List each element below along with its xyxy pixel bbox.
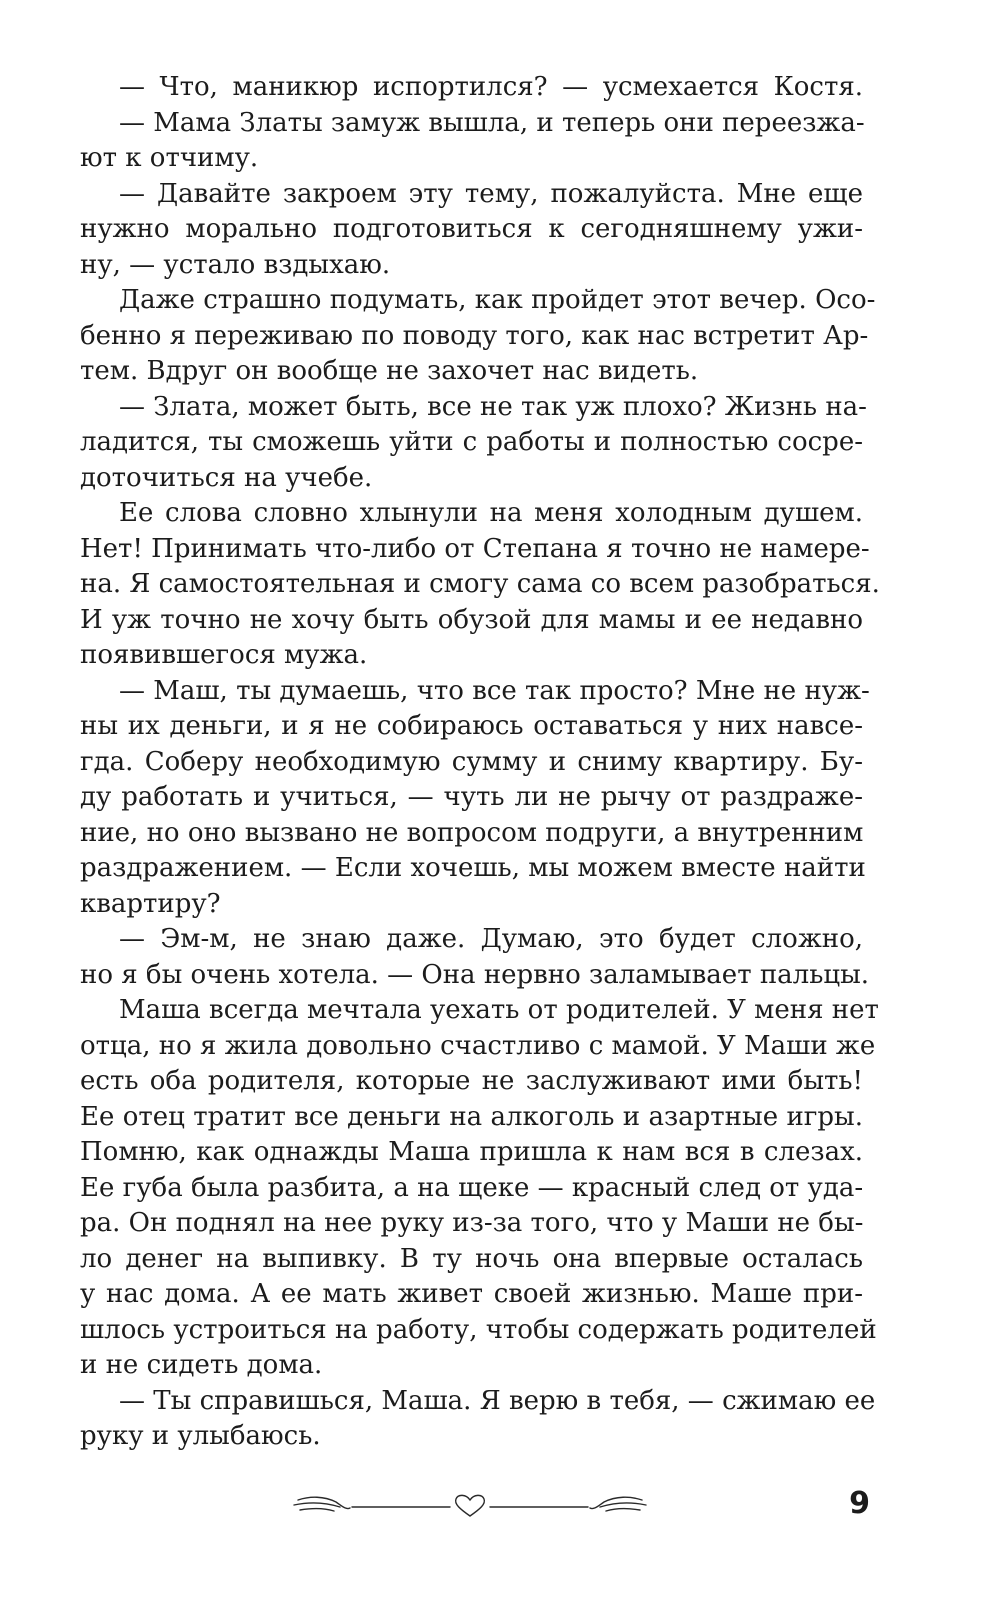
- text-line: отца, но я жила довольно счастливо с мамой. У Маши же: [80, 1030, 876, 1061]
- text-line: Ее губа была разбита, а на щеке — красный след от уда-: [80, 1172, 864, 1203]
- text-line: нужно морально подготовиться к сегодняшнему ужи-: [80, 214, 863, 244]
- text-line: ны их деньги, и я не собираюсь оставаться у них навсе-: [80, 711, 863, 741]
- text-line: — Ты справишься, Маша. Я верю в тебя, — сжимаю ее: [119, 1385, 876, 1416]
- text-line: ну, — устало вздыхаю.: [80, 249, 391, 280]
- text-line: раздражением. — Если хочешь, мы можем вместе найти: [80, 853, 866, 883]
- text-line: ра. Он поднял на нее руку из-за того, что у Маши не бы-: [80, 1208, 864, 1238]
- page-number: 9: [849, 1486, 870, 1521]
- text-line: Ее слова словно хлынули на меня холодным душем.: [119, 498, 863, 528]
- body-text: [80, 70, 880, 1455]
- heart-icon: [456, 1495, 485, 1516]
- text-line: шлось устроиться на работу, чтобы содержать родителей: [80, 1314, 877, 1345]
- text-line: И уж точно не хочу быть обузой для мамы и ее недавно: [80, 604, 863, 635]
- text-line: есть оба родителя, которые не заслуживают ими быть!: [80, 1066, 863, 1096]
- text-line: но я бы очень хотела. — Она нервно заламывает пальцы.: [80, 959, 870, 990]
- text-line: Маша всегда мечтала уехать от родителей. У меня нет: [119, 995, 879, 1025]
- text-line: у нас дома. А ее мать живет своей жизнью. Маше при-: [80, 1279, 863, 1309]
- text-line: бенно я переживаю по поводу того, как нас встретит Ар-: [80, 320, 869, 351]
- text-line: ду работать и учиться, — чуть ли не рычу от раздраже-: [80, 782, 863, 812]
- footer-ornament: [290, 1490, 650, 1520]
- text-line: гда. Соберу необходимую сумму и сниму квартиру. Бу-: [80, 746, 863, 777]
- text-line: появившегося мужа.: [80, 640, 368, 670]
- text-line: и не сидеть дома.: [80, 1350, 323, 1380]
- text-line: квартиру?: [80, 888, 221, 919]
- text-line: — Злата, может быть, все не так уж плохо? Жизнь на-: [119, 391, 867, 422]
- text-line: Ее отец тратит все деньги на алкоголь и азартные игры.: [80, 1101, 863, 1132]
- text-line: ют к отчиму.: [80, 143, 259, 173]
- text-line: ладится, ты сможешь уйти с работы и полностью сосре-: [80, 427, 863, 457]
- text-line: — Мама Златы замуж вышла, и теперь они переезжа-: [119, 107, 865, 138]
- text-line: ло денег на выпивку. В ту ночь она впервые осталась: [80, 1243, 863, 1274]
- text-line: тем. Вдруг он вообще не захочет нас видеть.: [80, 356, 699, 386]
- text-line: Нет! Принимать что-либо от Степана я точно не намере-: [80, 533, 870, 564]
- text-line: — Давайте закроем эту тему, пожалуйста. Мне еще: [119, 178, 863, 209]
- text-line: Даже страшно подумать, как пройдет этот вечер. Осо-: [119, 285, 876, 315]
- left-wing-icon: [294, 1497, 350, 1511]
- text-line: — Маш, ты думаешь, что все так просто? Мне не нуж-: [119, 675, 870, 706]
- text-line: — Что, маникюр испортился? — усмехается Костя.: [119, 72, 863, 102]
- text-line: руку и улыбаюсь.: [80, 1421, 321, 1451]
- text-line: Помню, как однажды Маша пришла к нам вся в слезах.: [80, 1137, 863, 1167]
- text-line: доточиться на учебе.: [80, 462, 373, 493]
- text-line: на. Я самостоятельная и смогу сама со всем разобраться.: [80, 569, 880, 599]
- text-line: ние, но оно вызвано не вопросом подруги, а внутренним: [80, 817, 864, 848]
- right-wing-icon: [590, 1497, 646, 1511]
- text-line: — Эм-м, не знаю даже. Думаю, это будет сложно,: [119, 924, 863, 954]
